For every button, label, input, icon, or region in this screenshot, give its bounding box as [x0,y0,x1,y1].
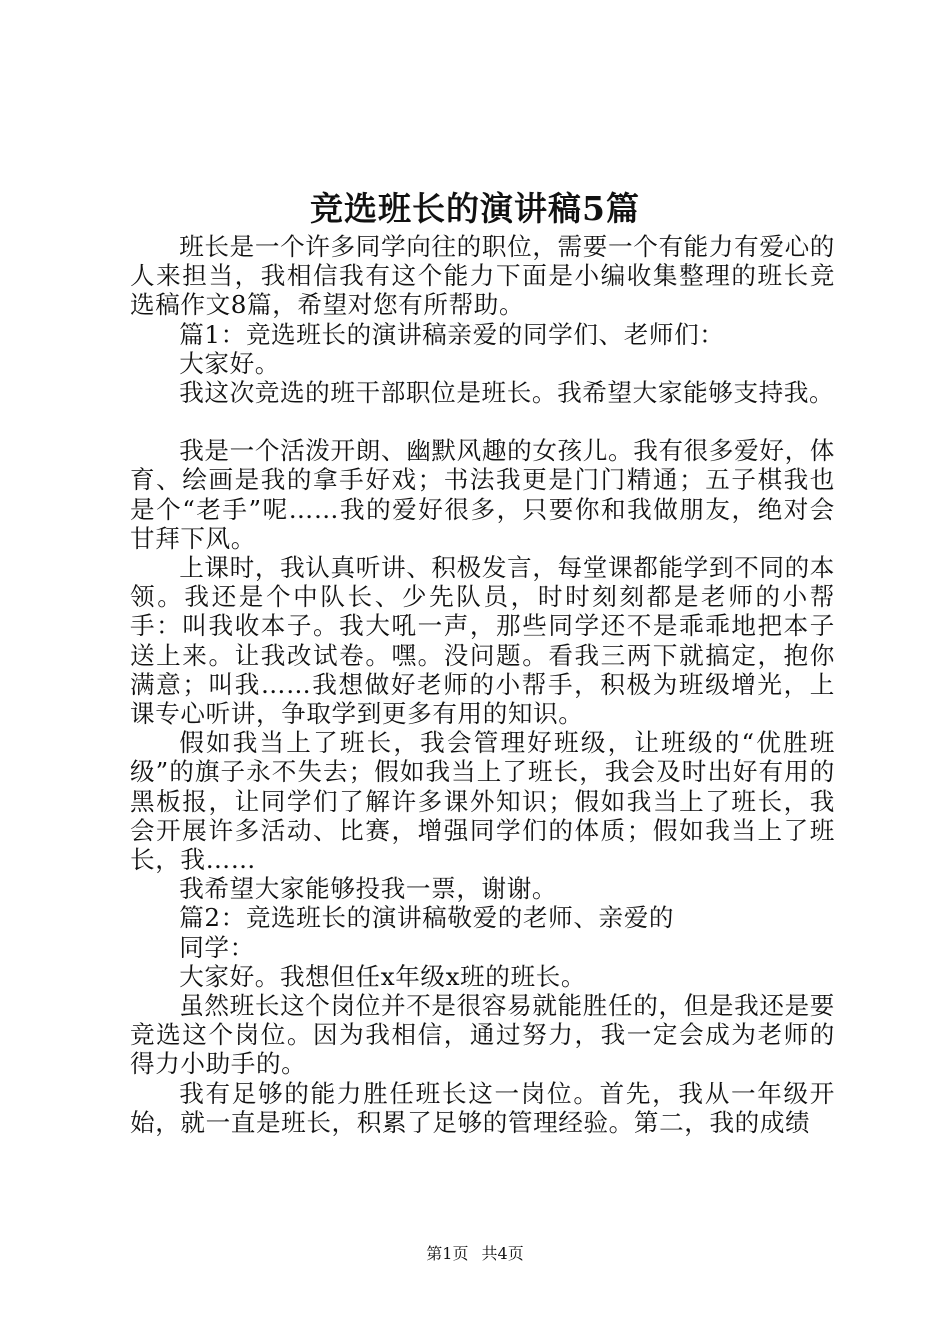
paragraph-section1-heading: 篇1：竞选班长的演讲稿亲爱的同学们、老师们： [179,319,725,349]
paragraph-section2-ability: 我有足够的能力胜任班长这一岗位。首先，我从一年级开始，就一直是班长，积累了足够的管理经验。第二，我的成绩 [130,1078,835,1137]
paragraph-section2-greeting: 大家好。我想但任x年级x班的班长。 [179,961,587,991]
document-title: 竞选班长的演讲稿5篇 [310,189,640,228]
paragraph-class-performance: 上课时，我认真听讲、积极发言，每堂课都能学到不同的本领。我还是个中队长、少先队员，时时刻刻都是老师的小帮手：叫我收本子。我大吼一声，那些同学还不是乖乖地把本子送上来。让我改试卷。嘿。没问题。看我三两下就搞定，抱你满意；叫我……我想做好老师的小帮手，积极为班级增光，上课专心听讲，争取学到更多有用的知识。 [130,553,835,729]
paragraph-vote-request: 我希望大家能够投我一票，谢谢。 [179,874,558,904]
paragraph-promises: 假如我当上了班长，我会管理好班级，让班级的“优胜班级”的旗子永不失去；假如我当上了班长，我会及时出好有用的黑板报，让同学们了解许多课外知识；假如我当上了班长，我会开展许多活动、比赛，增强同学们的体质；假如我当上了班长，我…… [130,728,835,875]
paragraph-position: 我这次竞选的班干部职位是班长。我希望大家能够支持我。 [179,378,835,408]
paragraph-section2-addressee: 同学： [179,932,255,962]
paragraph-section2-reason: 虽然班长这个岗位并不是很容易就能胜任的，但是我还是要竞选这个岗位。因为我相信，通过努力，我一定会成为老师的得力小助手的。 [130,991,835,1079]
document-body [130,232,835,1137]
page-footer [0,1244,950,1264]
paragraph-section2-heading: 篇2：竞选班长的演讲稿敬爱的老师、亲爱的 [179,903,675,933]
page-number: 第1页 [426,1244,469,1263]
paragraph-greeting: 大家好。 [179,348,280,378]
paragraph-self-intro: 我是一个活泼开朗、幽默风趣的女孩儿。我有很多爱好，体育、绘画是我的拿手好戏；书法我更是门门精通；五子棋我也是个“老手”呢……我的爱好很多，只要你和我做朋友，绝对会甘拜下风。 [130,436,835,553]
paragraph-intro: 班长是一个许多同学向往的职位，需要一个有能力有爱心的人来担当，我相信我有这个能力下面是小编收集整理的班长竞选稿作文8篇，希望对您有所帮助。 [130,232,835,320]
page-total: 共4页 [481,1244,524,1263]
